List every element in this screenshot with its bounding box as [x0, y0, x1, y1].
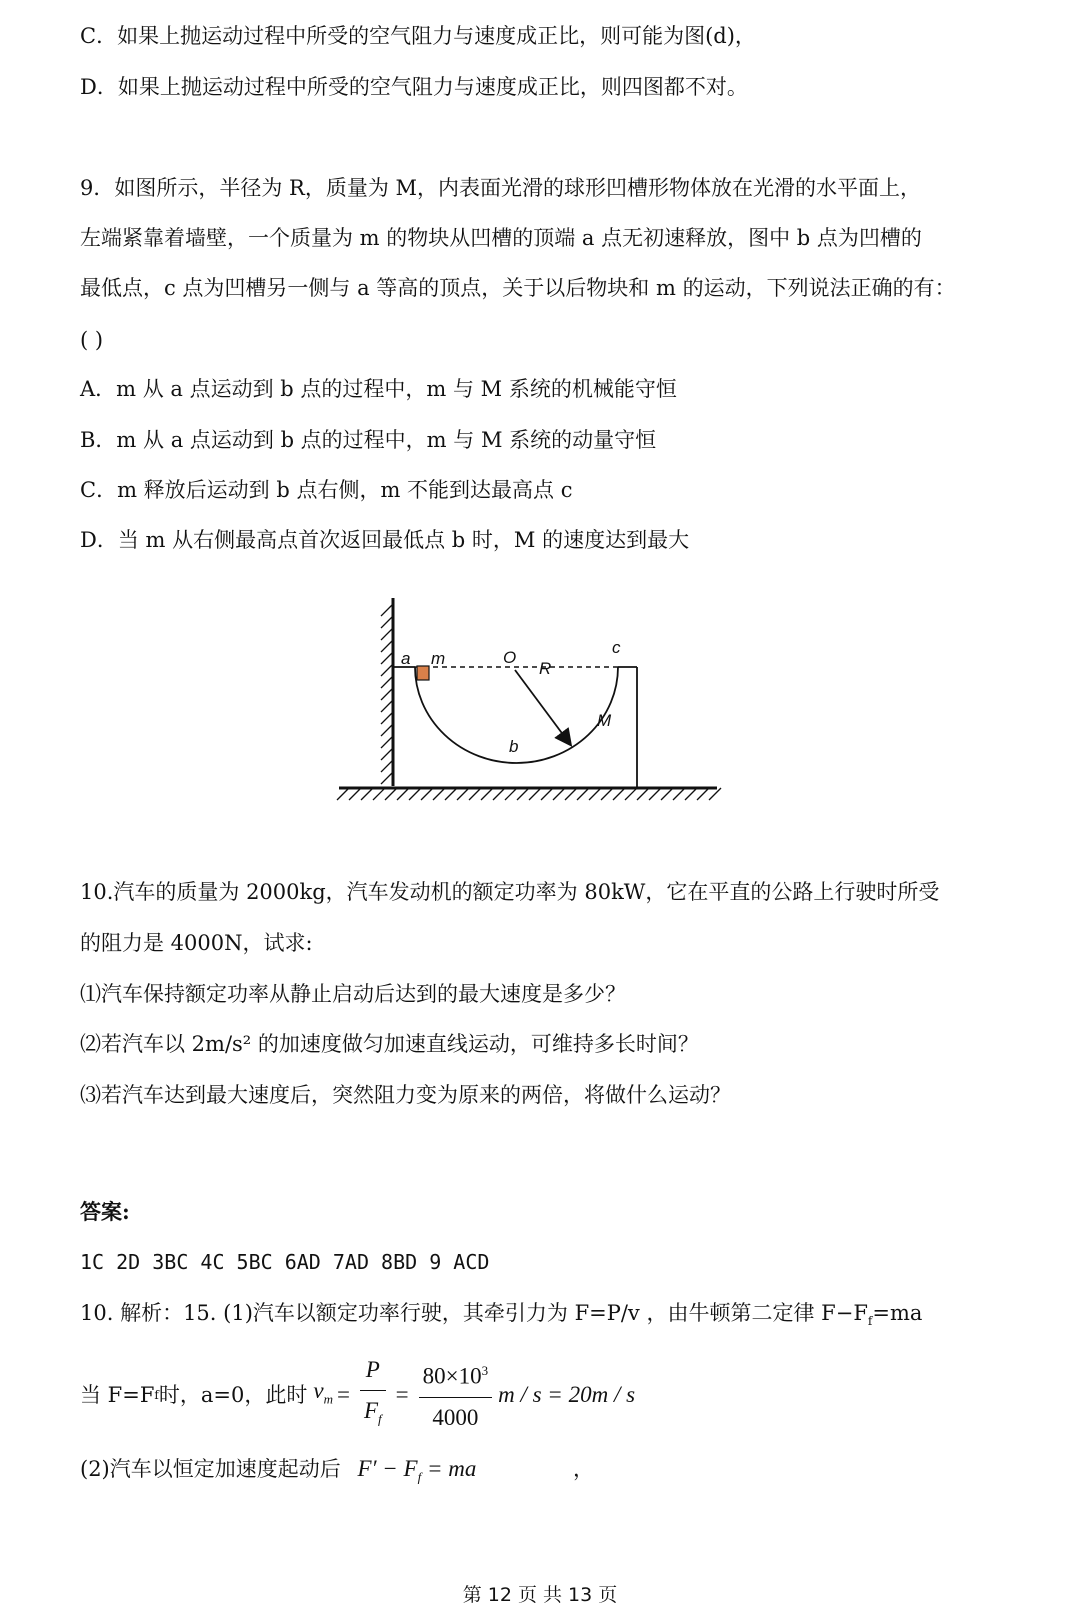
ground-hatching: [337, 788, 721, 800]
q9-option-b: B．m 从 a 点运动到 b 点的过程中，m 与 M 系统的动量守恒: [80, 428, 657, 452]
vm-letter: v: [313, 1377, 324, 1403]
solution-line-1: [80, 1299, 922, 1335]
fraction-1-denominator: [360, 1391, 386, 1438]
label-R: R: [539, 659, 552, 678]
label-m: m: [431, 649, 446, 668]
q10-stem-line-2: 的阻力是 4000N，试求:: [80, 931, 313, 955]
solution-line-1-end: =ma: [872, 1301, 923, 1325]
equals-1: =: [336, 1381, 350, 1407]
solution-line-3-comma: ，: [573, 1457, 595, 1481]
vm-symbol: [313, 1373, 333, 1418]
q9-option-c: C．m 释放后运动到 b 点右侧，m 不能到达最高点 c: [80, 478, 573, 502]
solution-line-2-sub: f: [154, 1387, 159, 1402]
solution-line-3-formula: [357, 1456, 477, 1485]
fraction-1-numerator: P: [360, 1352, 386, 1391]
fraction-2-num-text: 80×10: [422, 1364, 482, 1390]
fraction-2-denominator: 4000: [432, 1405, 479, 1431]
vm-sub: m: [323, 1391, 333, 1407]
formula-end: = ma: [421, 1456, 477, 1481]
q8-option-d: D．如果上抛运动过程中所受的空气阻力与速度成正比，则四图都不对。: [80, 75, 748, 99]
solution-line-3: [80, 1455, 594, 1492]
q9-stem-line-2: 左端紧靠着墙壁，一个质量为 m 的物块从凹槽的顶端 a 点无初速释放，图中 b 点为凹槽的: [80, 226, 922, 250]
label-M: M: [597, 711, 612, 730]
q9-stem-line-3: 最低点，c 点为凹槽另一侧与 a 等高的顶点，关于以后物块和 m 的运动，下列说法正确的有：: [80, 276, 956, 300]
formula-sub: f: [417, 1469, 422, 1485]
q8-option-c: C．如果上抛运动过程中所受的空气阻力与速度成正比，则可能为图(d)，: [80, 24, 756, 48]
fraction-1-den-sub: f: [378, 1411, 382, 1427]
wall-hatching: [381, 604, 393, 784]
fraction-2-num-sup: 3: [481, 1363, 489, 1379]
answers-heading: 答案:: [80, 1199, 130, 1224]
q10-stem-line-1: 10.汽车的质量为 2000kg，汽车发动机的额定功率为 80kW，它在平直的公路上行驶时所受: [80, 880, 940, 904]
q10-sub-1: ⑴汽车保持额定功率从静止启动后达到的最大速度是多少？: [80, 982, 626, 1006]
label-c: c: [612, 638, 621, 657]
result-text: m / s = 20m / s: [498, 1381, 636, 1407]
solution-line-3-prefix: (2)汽车以恒定加速度起动后: [80, 1457, 341, 1481]
answers-list: 1C 2D 3BC 4C 5BC 6AD 7AD 8BD 9 ACD: [80, 1250, 490, 1274]
solution-line-2-mid: 时，a=0，此时: [158, 1382, 308, 1407]
solution-line-2: [80, 1352, 635, 1438]
page-footer: 第 12 页 共 13 页: [462, 1584, 618, 1606]
fraction-2-numerator: [419, 1353, 492, 1398]
q9-answer-paren: ( ): [80, 328, 104, 352]
label-a: a: [401, 649, 411, 668]
fraction-p-over-ff: [360, 1352, 386, 1438]
formula-f-minus: F′ − F: [357, 1456, 418, 1481]
q9-option-a: A．m 从 a 点运动到 b 点的过程中，m 与 M 系统的机械能守恒: [80, 377, 677, 401]
solution-line-2-prefix: 当 F=F: [80, 1382, 155, 1407]
q9-diagram: [335, 590, 725, 810]
label-b: b: [509, 737, 519, 756]
q10-sub-2: ⑵若汽车以 2m/s² 的加速度做匀加速直线运动，可维持多长时间？: [80, 1032, 699, 1056]
radius-arrow: [515, 670, 570, 744]
q9-stem-line-1: 9．如图所示，半径为 R，质量为 M，内表面光滑的球形凹槽形物体放在光滑的水平面上，: [80, 176, 922, 200]
solution-line-1-text: 10. 解析：15. (1)汽车以额定功率行驶，其牵引力为 F=P/v ，由牛顿第二定律 F−F: [80, 1301, 868, 1325]
fraction-numeric: [419, 1353, 492, 1436]
q9-option-d: D．当 m 从右侧最高点首次返回最低点 b 时，M 的速度达到最大: [80, 528, 690, 552]
fraction-1-den-letter: F: [363, 1398, 379, 1423]
block-m: [417, 666, 429, 680]
equals-2: =: [395, 1381, 409, 1407]
q10-sub-3: ⑶若汽车达到最大速度后，突然阻力变为原来的两倍，将做什么运动？: [80, 1083, 731, 1107]
label-O: O: [503, 648, 517, 667]
solution-line-1-sub: f: [867, 1314, 873, 1329]
